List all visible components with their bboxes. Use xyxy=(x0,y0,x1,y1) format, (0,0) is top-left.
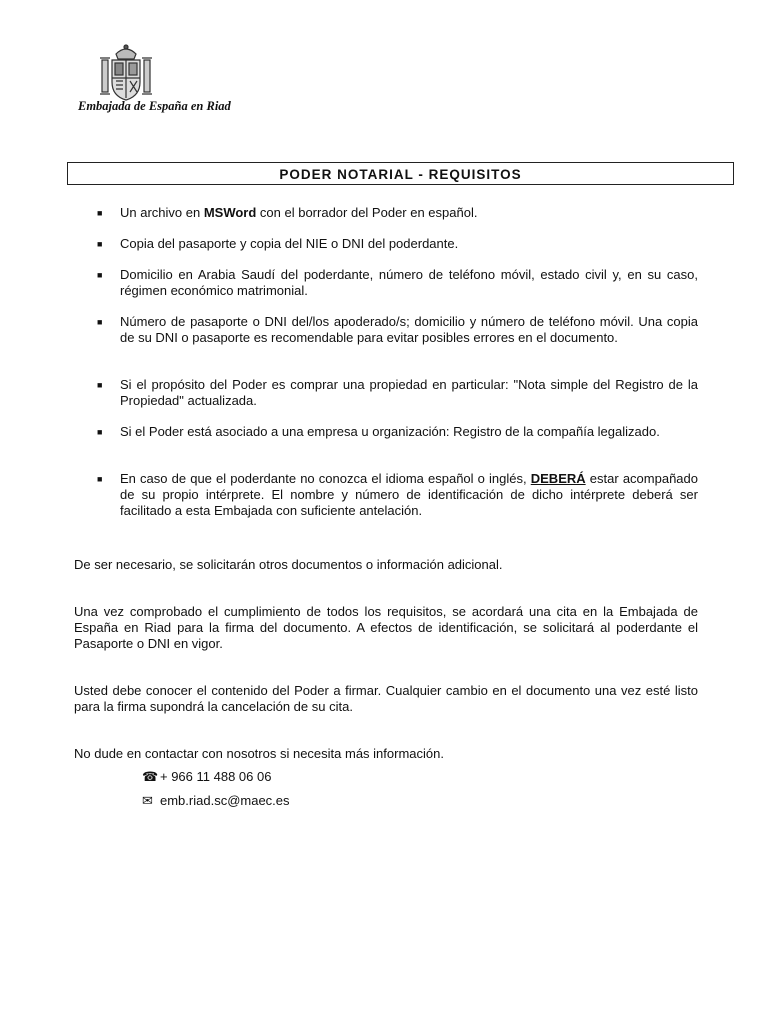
content-warning-paragraph: Usted debe conocer el contenido del Poder a firmar. Cualquier cambio en el documento una vez esté listo para la firma supondrá la cancelación de su cita. xyxy=(74,683,698,714)
document-title: PODER NOTARIAL - REQUISITOS xyxy=(67,162,734,185)
bullet-icon: ■ xyxy=(97,270,103,280)
coat-of-arms-logo xyxy=(96,44,156,102)
contact-phone xyxy=(142,769,271,785)
phone-number: + 966 11 488 06 06 xyxy=(160,769,272,784)
debera-emphasis: DEBERÁ xyxy=(530,471,586,486)
embassy-name: Embajada de España en Riad xyxy=(78,99,231,113)
contact-intro-paragraph: No dude en contactar con nosotros si necesita más información. xyxy=(74,746,444,761)
bullet-icon: ■ xyxy=(97,380,103,390)
phone-icon: ☎ xyxy=(142,769,159,784)
bullet-icon: ■ xyxy=(97,239,103,249)
envelope-icon: ✉ xyxy=(142,793,153,808)
contact-email xyxy=(142,793,290,809)
appointment-paragraph: Una vez comprobado el cumplimiento de todos los requisitos, se acordará una cita en la Embajada de España en Riad para la firma del documento. A efectos de identificación, se solicitará al poderdante el Pasaporte o DNI en vigor. xyxy=(74,604,698,651)
bullet-icon: ■ xyxy=(97,317,103,327)
bullet-icon: ■ xyxy=(97,427,103,437)
bullet-icon: ■ xyxy=(97,208,103,218)
email-link[interactable]: emb.riad.sc@maec.es xyxy=(160,793,290,808)
additional-docs-paragraph: De ser necesario, se solicitarán otros documentos o información adicional. xyxy=(74,557,503,572)
msword-emphasis: MSWord xyxy=(203,205,257,220)
bullet-icon: ■ xyxy=(97,474,103,484)
